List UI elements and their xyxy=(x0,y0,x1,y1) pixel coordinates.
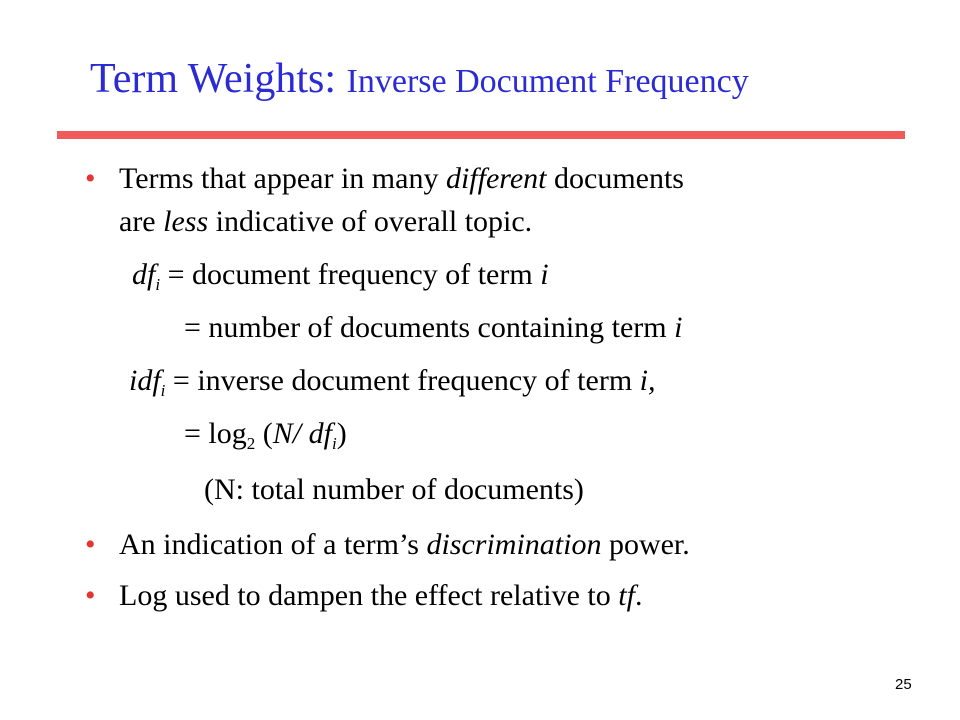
df-definition-line xyxy=(132,258,549,294)
formula-close-paren: ) xyxy=(336,417,347,450)
bullet-3-line xyxy=(119,581,642,611)
bullet-1-line-2-text-c: indicative of overall topic. xyxy=(208,205,533,238)
bullet-1-line-2 xyxy=(119,207,532,237)
bullet-2-text-c: power. xyxy=(601,528,690,561)
idf-term-variable: i, xyxy=(639,364,656,397)
bullet-3-text-a: Log used to dampen the effect relative to xyxy=(119,579,619,612)
formula-log-base: 2 xyxy=(246,434,256,453)
bullet-1-emphasis-less: less xyxy=(163,205,209,238)
df-term-variable: i xyxy=(540,258,549,291)
idf-definition-line xyxy=(129,364,656,400)
bullet-1-line-1 xyxy=(119,164,684,194)
df-definition-text: = document frequency of term xyxy=(160,258,541,291)
df-continuation-term-variable: i xyxy=(674,311,683,344)
bullet-1-line-1-text-a: Terms that appear in many xyxy=(119,162,446,195)
bullet-2-line xyxy=(119,530,690,560)
bullet-2-text-a: An indication of a term’s xyxy=(119,528,427,561)
bullet-1-emphasis-different: different xyxy=(445,162,547,195)
bullet-3-text-c: . xyxy=(634,579,643,612)
idf-formula-line xyxy=(184,417,347,453)
idf-variable: idf xyxy=(129,364,161,397)
idf-definition-text: = inverse document frequency of term xyxy=(165,364,640,397)
df-subscript: i xyxy=(155,275,161,294)
page-number: 25 xyxy=(895,676,912,693)
slide-title-subtitle: Inverse Document Frequency xyxy=(346,63,749,100)
idf-subscript: i xyxy=(160,381,166,400)
bullet-marker-2: • xyxy=(85,528,96,561)
formula-open-paren: ( xyxy=(255,417,273,450)
df-continuation-text: = number of documents containing term xyxy=(184,311,675,344)
df-continuation-line xyxy=(184,313,682,343)
formula-df-subscript: i xyxy=(331,434,337,453)
title-underline-divider xyxy=(57,131,905,139)
formula-ratio: N/ df xyxy=(272,417,332,450)
bullet-3-emphasis-tf: tf xyxy=(618,579,635,612)
df-variable: df xyxy=(132,258,156,291)
n-definition-note: (N: total number of documents) xyxy=(204,473,584,506)
bullet-1-line-1-text-c: documents xyxy=(546,162,684,195)
slide-title xyxy=(90,58,749,100)
slide-title-main: Term Weights: xyxy=(90,56,347,102)
bullet-2-emphasis-discrimination: discrimination xyxy=(426,528,602,561)
bullet-marker-3: • xyxy=(85,579,96,612)
bullet-1-line-2-text-a: are xyxy=(119,205,164,238)
formula-log: = log xyxy=(184,417,247,450)
bullet-marker-1: • xyxy=(85,162,96,195)
